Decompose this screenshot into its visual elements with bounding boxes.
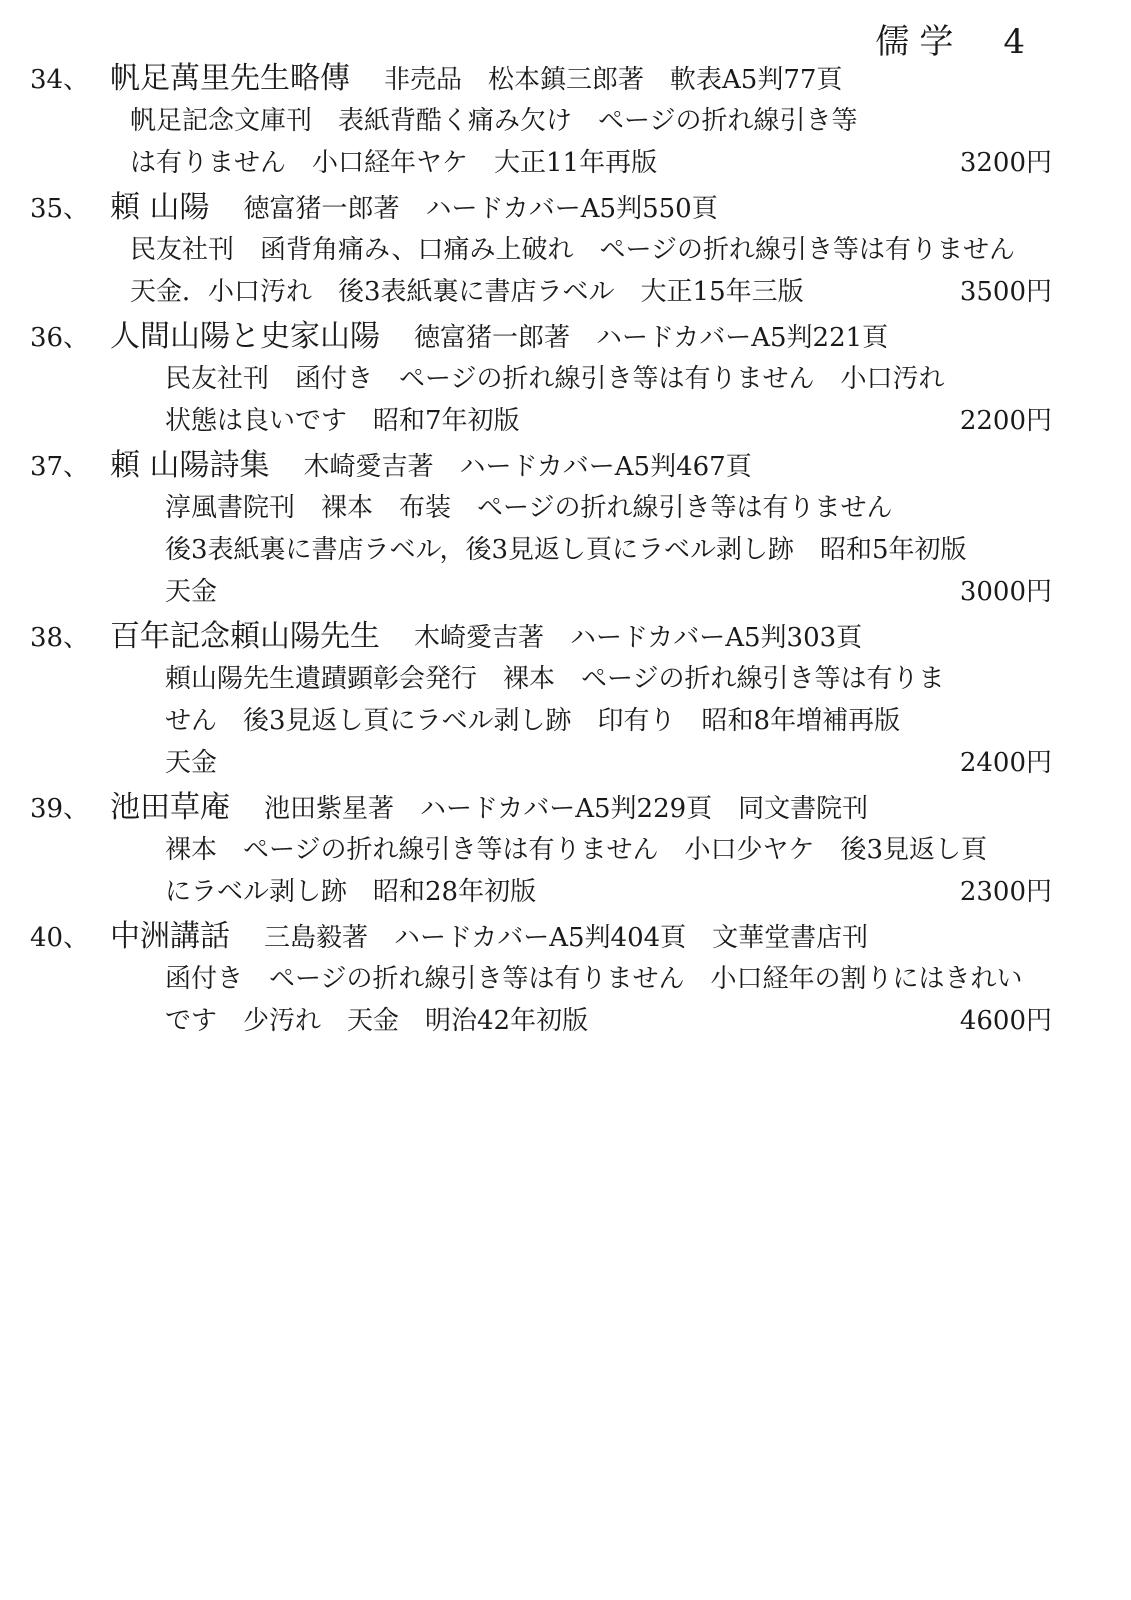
book-entry bbox=[30, 58, 1100, 184]
book-meta: 池田紫星著 ハードカバーA5判229頁 同文書院刊 bbox=[264, 794, 869, 824]
book-title: 帆足萬里先生略傳 bbox=[110, 61, 350, 96]
entry-number: 35、 bbox=[30, 194, 90, 224]
book-entry bbox=[30, 445, 1100, 613]
entry-number: 36、 bbox=[30, 323, 90, 353]
entry-heading bbox=[30, 187, 1100, 229]
entry-detail-line: 淳風書院刊 裸本 布装 ページの折れ線引き等は有りません bbox=[165, 493, 893, 523]
entry-detail-line: せん 後3見返し頁にラベル剥し跡 印有り 昭和8年増補再版 bbox=[165, 706, 901, 736]
entry-heading bbox=[30, 787, 1100, 829]
entry-detail-line: です 少汚れ 天金 明治42年初版 bbox=[165, 1006, 589, 1036]
book-title: 中洲講話 bbox=[110, 919, 230, 954]
book-price: 3000円 bbox=[959, 577, 1052, 607]
entry-heading bbox=[30, 916, 1100, 958]
book-entry bbox=[30, 616, 1100, 784]
entry-detail-line: 帆足記念文庫刊 表紙背酷く痛み欠け ページの折れ線引き等 bbox=[130, 106, 858, 136]
entry-heading bbox=[30, 58, 1100, 100]
entry-detail-line: 天金 bbox=[165, 577, 218, 607]
entry-detail-line: 民友社刊 函背角痛み、口痛み上破れ ページの折れ線引き等は有りません bbox=[130, 235, 1016, 265]
book-price: 2200円 bbox=[959, 406, 1052, 436]
entry-detail-line: 状態は良いです 昭和7年初版 bbox=[165, 406, 520, 436]
entry-number: 37、 bbox=[30, 452, 90, 482]
entry-number: 34、 bbox=[30, 65, 90, 95]
book-meta: 非売品 松本鎮三郎著 軟表A5判77頁 bbox=[384, 65, 843, 95]
book-title: 池田草庵 bbox=[110, 790, 230, 825]
book-entry bbox=[30, 916, 1100, 1042]
entry-detail-line: 民友社刊 函付き ページの折れ線引き等は有りません 小口汚れ bbox=[165, 364, 945, 394]
book-title: 百年記念頼山陽先生 bbox=[110, 619, 380, 654]
book-price: 4600円 bbox=[959, 1006, 1052, 1036]
entry-number: 40、 bbox=[30, 923, 90, 953]
book-price: 2300円 bbox=[959, 877, 1052, 907]
book-meta: 木崎愛吉著 ハードカバーA5判303頁 bbox=[414, 623, 863, 653]
book-entry bbox=[30, 787, 1100, 913]
book-price: 3500円 bbox=[959, 277, 1052, 307]
entry-detail-line: は有りません 小口経年ヤケ 大正11年再版 bbox=[130, 148, 658, 178]
entry-heading bbox=[30, 316, 1100, 358]
book-list bbox=[30, 58, 1100, 1045]
book-title: 人間山陽と史家山陽 bbox=[110, 319, 380, 354]
entry-heading bbox=[30, 616, 1100, 658]
book-meta: 徳富猪一郎著 ハードカバーA5判550頁 bbox=[243, 194, 718, 224]
entry-heading bbox=[30, 445, 1100, 487]
entry-number: 39、 bbox=[30, 794, 90, 824]
book-meta: 木崎愛吉著 ハードカバーA5判467頁 bbox=[303, 452, 752, 482]
entry-detail-line: 裸本 ページの折れ線引き等は有りません 小口少ヤケ 後3見返し頁 bbox=[165, 835, 988, 865]
book-price: 2400円 bbox=[959, 748, 1052, 778]
book-title: 頼 山陽 bbox=[110, 190, 210, 225]
entry-detail-line: にラベル剥し跡 昭和28年初版 bbox=[165, 877, 537, 907]
entry-detail-line: 天金．小口汚れ 後3表紙裏に書店ラベル 大正15年三版 bbox=[130, 277, 804, 307]
entry-detail-line: 後3表紙裏に書店ラベル，後3見返し頁にラベル剥し跡 昭和5年初版 bbox=[165, 535, 967, 565]
category-title: 儒学 bbox=[875, 22, 964, 62]
page-number: 4 bbox=[1003, 22, 1035, 62]
book-entry bbox=[30, 187, 1100, 313]
book-meta: 徳富猪一郎著 ハードカバーA5判221頁 bbox=[414, 323, 889, 353]
book-title: 頼 山陽詩集 bbox=[110, 448, 270, 483]
book-price: 3200円 bbox=[959, 148, 1052, 178]
page-header bbox=[875, 14, 1035, 63]
entry-detail-line: 頼山陽先生遺蹟顕彰会発行 裸本 ページの折れ線引き等は有りま bbox=[165, 664, 945, 694]
entry-detail-line: 天金 bbox=[165, 748, 218, 778]
book-meta: 三島毅著 ハードカバーA5判404頁 文華堂書店刊 bbox=[264, 923, 869, 953]
book-entry bbox=[30, 316, 1100, 442]
entry-number: 38、 bbox=[30, 623, 90, 653]
entry-detail-line: 函付き ページの折れ線引き等は有りません 小口経年の割りにはきれい bbox=[165, 964, 1023, 994]
